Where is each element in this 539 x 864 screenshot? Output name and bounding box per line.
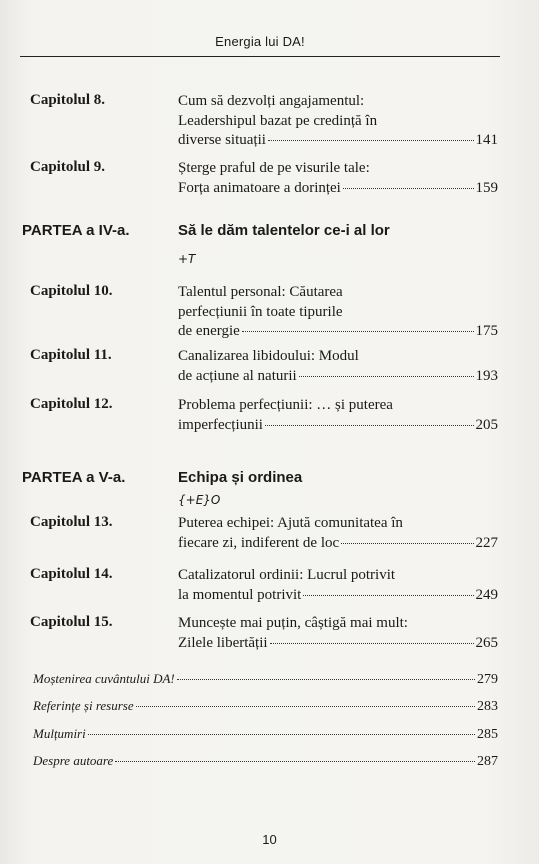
page-ref: 249 [475, 586, 498, 603]
page-ref: 287 [477, 754, 498, 769]
chapter-title: Muncește mai puțin, câștigă mai mult: Zilele libertății 265 [178, 614, 498, 653]
part-title: Să le dăm talentelor ce-i al lor [178, 222, 390, 239]
chapter-label: Capitolul 9. [30, 159, 106, 175]
dot-leader [343, 188, 474, 189]
dot-leader [299, 376, 474, 377]
chapter-label: Capitolul 11. [30, 347, 112, 363]
chapter-title: Talentul personal: Căutarea perfecțiunii în toate tipurile de energie 175 [178, 283, 498, 342]
part-formula: {+E}O [178, 493, 221, 507]
dot-leader [303, 595, 473, 596]
toc-entry-despre-autoare[interactable]: Despre autoare 287 [33, 753, 498, 769]
chapter-title: Catalizatorul ordinii: Lucrul potrivit la momentul potrivit 249 [178, 566, 498, 605]
header-rule [20, 56, 500, 57]
dot-leader [242, 331, 474, 332]
part-label: PARTEA a V-a. [22, 469, 126, 486]
chapter-title: Cum să dezvolți angajamentul: Leadershipul bazat pe credință în diverse situații 141 [178, 92, 498, 151]
chapter-title: Puterea echipei: Ajută comunitatea în fiecare zi, indiferent de loc 227 [178, 514, 498, 553]
page-ref: 283 [477, 699, 498, 714]
toc-entry-mostenirea[interactable]: Moștenirea cuvântului DA! 279 [33, 671, 498, 687]
chapter-label: Capitolul 13. [30, 514, 113, 530]
chapter-title: Șterge praful de pe visurile tale: Forța animatoare a dorinței 159 [178, 159, 498, 198]
toc-entry-referinte[interactable]: Referințe și resurse 283 [33, 698, 498, 714]
part-title: Echipa și ordinea [178, 469, 303, 486]
dot-leader [341, 543, 473, 544]
chapter-label: Capitolul 15. [30, 614, 113, 630]
page-ref: 141 [475, 132, 498, 148]
dot-leader [268, 140, 474, 141]
part-label: PARTEA a IV-a. [22, 222, 130, 239]
chapter-title: Problema perfecțiunii: … și puterea imperfecțiunii 205 [178, 396, 498, 435]
chapter-label: Capitolul 10. [30, 283, 113, 299]
page-ref: 227 [475, 534, 498, 551]
running-head: Energia lui DA! [215, 34, 305, 49]
dot-leader [177, 679, 475, 680]
chapter-label: Capitolul 14. [30, 566, 113, 582]
chapter-label: Capitolul 8. [30, 92, 106, 108]
dot-leader [136, 706, 475, 707]
page-ref: 193 [475, 367, 498, 384]
toc-entry-multumiri[interactable]: Mulțumiri 285 [33, 726, 498, 742]
page-number: 10 [262, 832, 277, 847]
page-ref: 279 [477, 672, 498, 687]
page-ref: 285 [477, 727, 498, 742]
dot-leader [88, 734, 475, 735]
part-formula: +T [178, 252, 196, 266]
chapter-title: Canalizarea libidoului: Modul de acțiune al naturii 193 [178, 347, 498, 386]
page-ref: 265 [475, 634, 498, 651]
chapter-label: Capitolul 12. [30, 396, 113, 412]
dot-leader [115, 761, 475, 762]
page-ref: 175 [475, 323, 498, 339]
page-ref: 159 [475, 179, 498, 196]
dot-leader [265, 425, 474, 426]
page-ref: 205 [475, 416, 498, 433]
dot-leader [270, 643, 474, 644]
